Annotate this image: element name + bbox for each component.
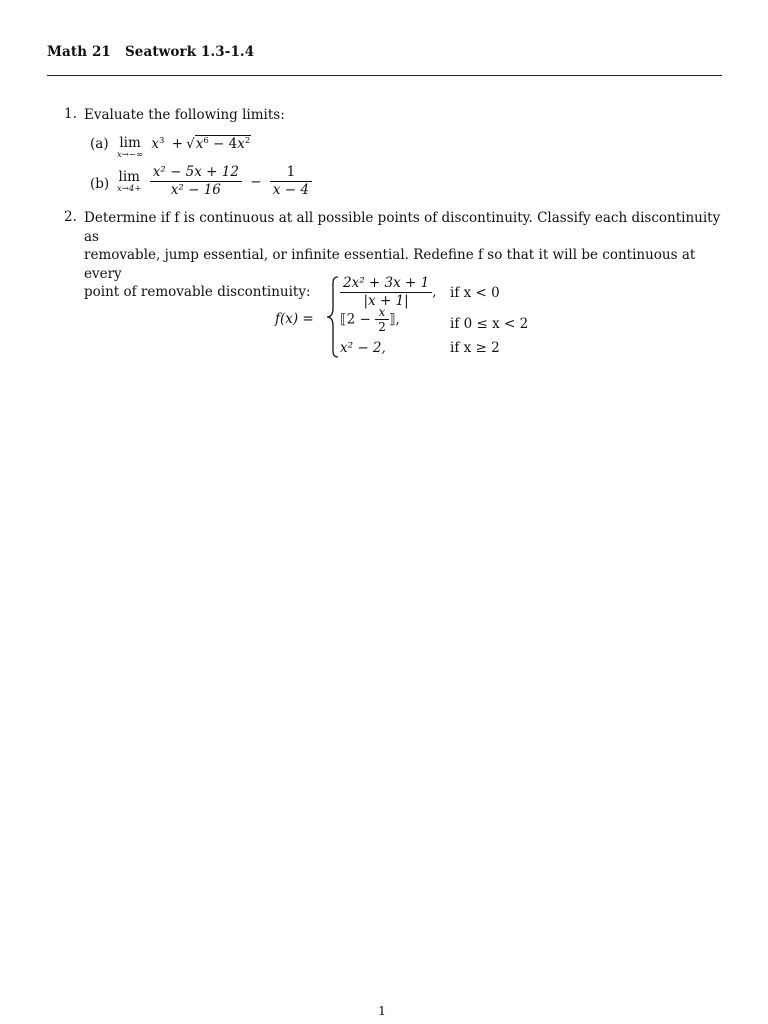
case-1-condition: if x < 0 <box>450 285 500 301</box>
case-2-expression: ⟦2 − $\frac{x}{2}$ ⟧, <box>340 305 400 334</box>
limit-operator: lim x→4+ <box>117 168 142 194</box>
case-2-fraction: $\frac{x}{2}$ <box>375 306 389 333</box>
sqrt-sign: √ <box>186 136 195 152</box>
case-1-fraction: $\frac{\text{2x² + 3x + 1}}{|x + 1|}$ <box>340 276 432 309</box>
radicand: $x^6 - 4x^2$ <box>195 136 251 152</box>
header-rule <box>47 75 722 76</box>
limit-operator: lim x→−∞ <box>117 135 144 160</box>
fx-label: f(x) = <box>275 311 314 327</box>
fraction-1: $\frac{\text{x² − 5x + 12}}{\text{x² − 16}}$ <box>150 165 242 198</box>
problem-2-prompt: Determine if f is continuous at all possible points of discontinuity. Classify each discontinuity as removable, jump essential, or infinite essential. Redefine f so that it will be continuous at every point of removable discontinuity: <box>84 210 721 300</box>
page-header <box>47 44 254 60</box>
case-3-condition: if x ≥ 2 <box>450 340 500 356</box>
fraction-2: $\frac{1}{x - 4}$ <box>270 165 312 198</box>
problem-1-prompt: Evaluate the following limits: <box>84 107 285 123</box>
left-brace <box>326 276 340 358</box>
case-2-condition: if 0 ≤ x < 2 <box>450 316 529 332</box>
part-b-expression: lim x→4+ $\frac{\text{x² − 5x + 12}}{\text{x² − 16}}$ − $\frac{1}{x - 4}$ <box>117 165 312 198</box>
course-name: Math 21 <box>47 44 111 60</box>
part-a-label: (a) <box>90 136 109 152</box>
problem-2-number: 2. <box>64 209 77 225</box>
page-number: 1 <box>378 1003 386 1018</box>
seatwork-title: Seatwork 1.3-1.4 <box>124 44 255 60</box>
problem-1-number: 1. <box>64 106 77 122</box>
part-b-label: (b) <box>90 176 110 192</box>
part-a-expression: lim x→−∞ $x^3 + √x^6 - 4x^2$ <box>117 135 251 160</box>
case-3-expression: x² − 2, <box>340 340 386 356</box>
case-1-expression: $\frac{\text{2x² + 3x + 1}}{|x + 1|}$ , <box>340 276 437 309</box>
